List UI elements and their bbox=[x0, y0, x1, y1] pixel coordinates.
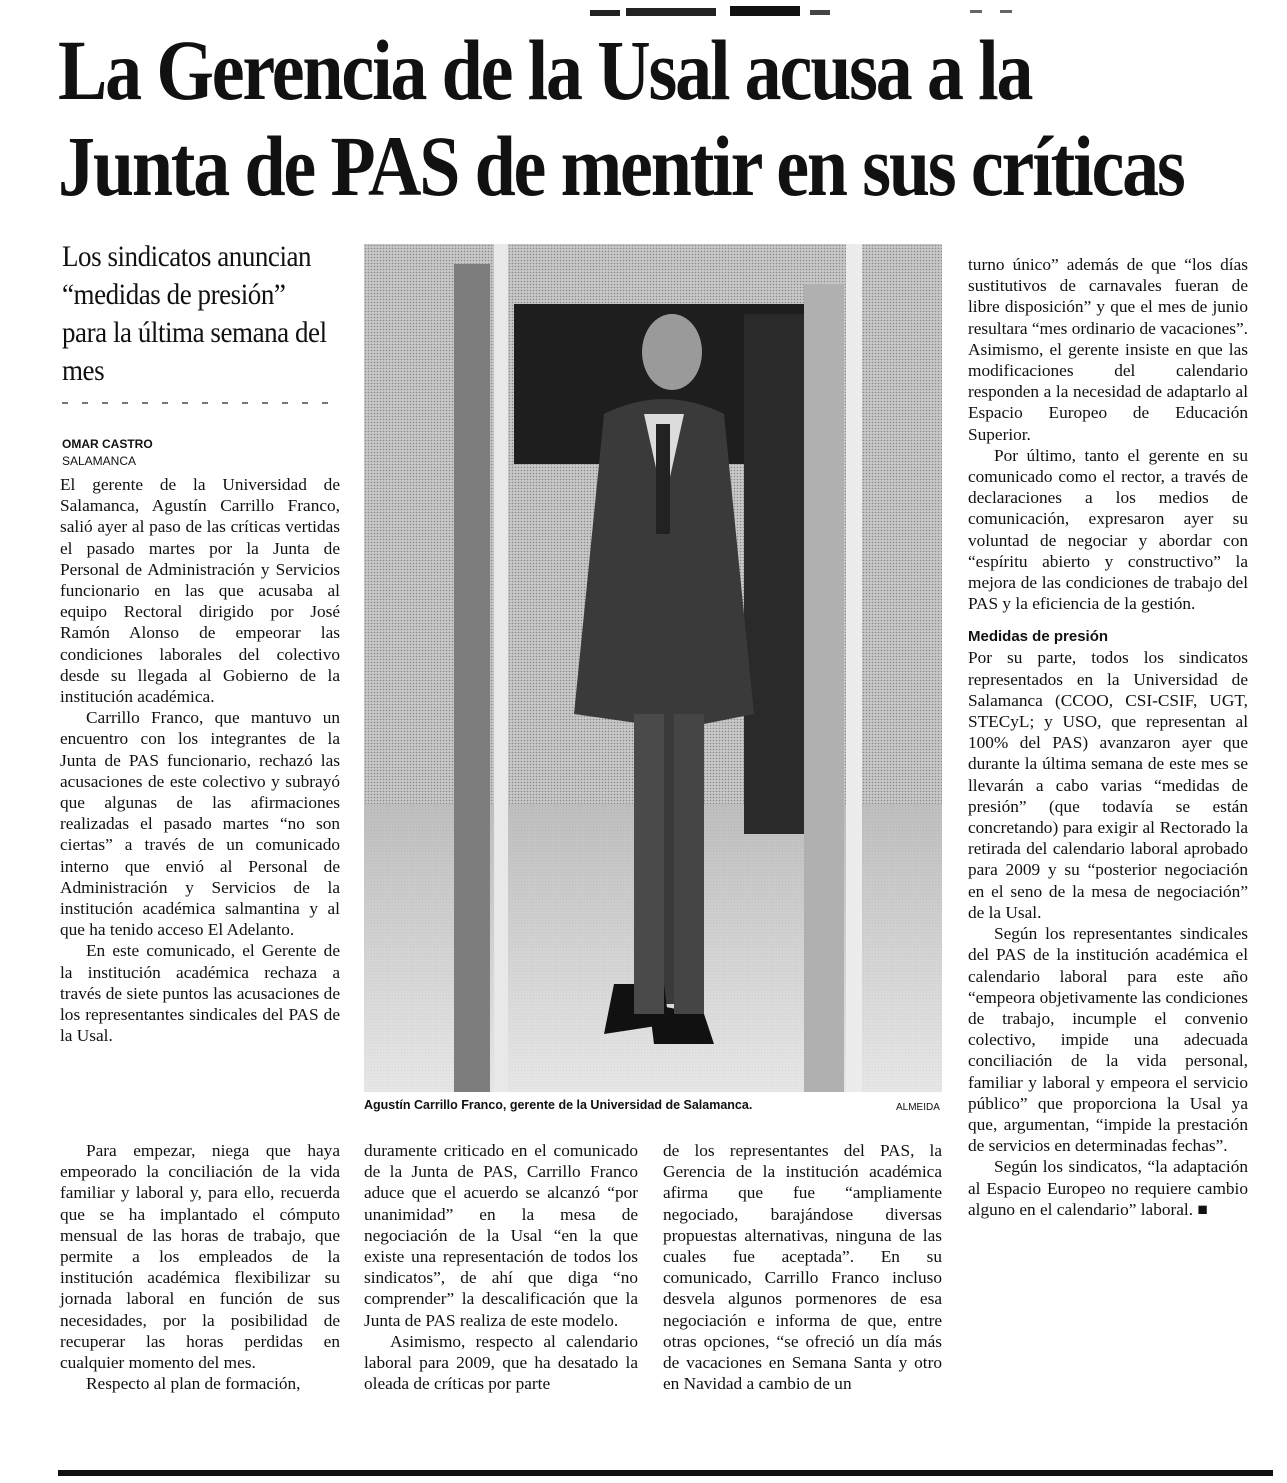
byline-location: SALAMANCA bbox=[62, 454, 137, 468]
paragraph-9: turno único” además de que “los días sustitutivos de carnavales fueran de libre disposición” y que el mes de junio resultara “mes ordinario de vacaciones”. Asimismo, el gerente insiste en que las modificaciones del calendario responden a la necesidad de adaptarlo al Espacio Europeo de Educación Superior. bbox=[968, 255, 1248, 444]
byline bbox=[62, 436, 153, 470]
article-column-1-bottom bbox=[60, 1140, 340, 1394]
photo-caption: Agustín Carrillo Franco, gerente de la Universidad de Salamanca. bbox=[364, 1098, 753, 1112]
bottom-rule bbox=[58, 1470, 1273, 1476]
photo-illustration bbox=[364, 244, 942, 1092]
masthead-fragment bbox=[590, 4, 1030, 18]
paragraph-7: Asimismo, respecto al calendario laboral para 2009, que ha desatado la oleada de críticas por parte bbox=[364, 1331, 638, 1394]
paragraph-11: Por su parte, todos los sindicatos representados en la Universidad de Salamanca (CCOO, CSI-CSIF, UGT, STECyL; y USO, que representan al 100% del PAS) avanzaron ayer que durante la última semana de este mes se llevarán a cabo varias “medidas de presión” (que todavía se están concretando) para exigir al Rectorado la retirada del calendario laboral aprobado para 2009 y su “posterior negociación en el seno de la mesa de negociación” de la Usal. bbox=[968, 648, 1248, 922]
paragraph-3: En este comunicado, el Gerente de la institución académica rechaza a través de siete puntos las acusaciones de los representantes sindicales del PAS de la Usal. bbox=[60, 941, 340, 1046]
paragraph-5: Respecto al plan de formación, bbox=[86, 1374, 301, 1394]
article-column-1 bbox=[60, 474, 340, 1046]
paragraph-13-text: Según los sindicatos, “la adaptación al Espacio Europeo no requiere cambio alguno en el calendario” laboral. bbox=[968, 1157, 1248, 1219]
article-column-3 bbox=[663, 1140, 942, 1394]
headline-line-1: La Gerencia de la Usal acusa a la bbox=[58, 22, 1032, 118]
subheadline: Los sindicatos anuncian “medidas de presión” para la última semana del mes bbox=[62, 240, 327, 387]
headline-line-2: Junta de PAS de mentir en sus críticas bbox=[58, 118, 1184, 214]
paragraph-2: Carrillo Franco, que mantuvo un encuentro con los integrantes de la Junta de PAS funcionario, rechazó las acusaciones de este colectivo y subrayó que algunas de las afirmaciones realizadas el pasado martes “no son ciertas” a través de un comunicado interno que envió al Personal de Administración y Servicios de la institución académica salmantina y al que ha tenido acceso El Adelanto. bbox=[60, 708, 340, 940]
paragraph-8: de los representantes del PAS, la Gerencia de la institución académica afirma que fue “ampliamente negociado, barajándose diversas propuestas alternativas, ninguna de las cuales fue aceptada”. En su comunicado, Carrillo Franco incluso desvela algunos pormenores de esa negociación e informa de que, entre otras opciones, “se ofreció un día más de vacaciones en Semana Santa y otro en Navidad a cambio de un bbox=[663, 1141, 942, 1394]
section-heading: Medidas de presión bbox=[968, 628, 1109, 646]
paragraph-1: El gerente de la Universidad de Salamanca, Agustín Carrillo Franco, salió ayer al paso de las críticas vertidas el pasado martes por la Junta de Personal de Administración y Servicios funcionario en las que acusaba al equipo Rectoral dirigido por José Ramón Alonso de empeorar las condiciones laborales del colectivo desde su llegada al Gobierno de la institución académica. bbox=[60, 475, 340, 707]
paragraph-13 bbox=[968, 1156, 1248, 1220]
article-column-2 bbox=[364, 1140, 638, 1394]
dotted-divider bbox=[62, 400, 340, 406]
end-of-article-mark: ■ bbox=[1197, 1198, 1208, 1219]
headline bbox=[58, 22, 1271, 214]
paragraph-4: Para empezar, niega que haya empeorado la conciliación de la vida familiar y laboral y, para ello, recuerda que se ha implantado el cómputo mensual de las horas de trabajo, que permite a los empleados de la institución académica flexibilizar su jornada laboral en función de sus necesidades, por la posibilidad de recuperar las horas perdidas en cualquier momento del mes. bbox=[60, 1141, 340, 1373]
paragraph-10: Por último, tanto el gerente en su comunicado como el rector, a través de declaraciones a los medios de comunicación, expresaron ayer su voluntad de negociar y abordar con “espíritu abierto y constructivo” la mejora de las condiciones de trabajo del PAS y la eficiencia de la gestión. bbox=[968, 445, 1248, 614]
paragraph-12: Según los representantes sindicales del PAS de la institución académica el calendario laboral para este año “empeora objetivamente las condiciones de trabajo, incumple el convenio colectivo, impide una adecuada conciliación de la vida personal, familiar y laboral y empeora el servicio público” que proporciona la Usal ya que, argumentan, “impide la prestación de servicios en determinadas fechas”. bbox=[968, 924, 1248, 1156]
byline-author: OMAR CASTRO bbox=[62, 437, 153, 451]
paragraph-6: duramente criticado en el comunicado de la Junta de PAS, Carrillo Franco aduce que el acuerdo se alcanzó “por unanimidad” en la mesa de negociación de la Usal “en la que existe una representación de todos los sindicatos”, de ahí que diga “no comprender” la descalificación que la Junta de PAS realiza de este modelo. bbox=[364, 1141, 638, 1330]
article-column-4 bbox=[968, 254, 1248, 1220]
article-photo bbox=[364, 244, 942, 1092]
photo-credit: ALMEIDA bbox=[896, 1102, 940, 1113]
